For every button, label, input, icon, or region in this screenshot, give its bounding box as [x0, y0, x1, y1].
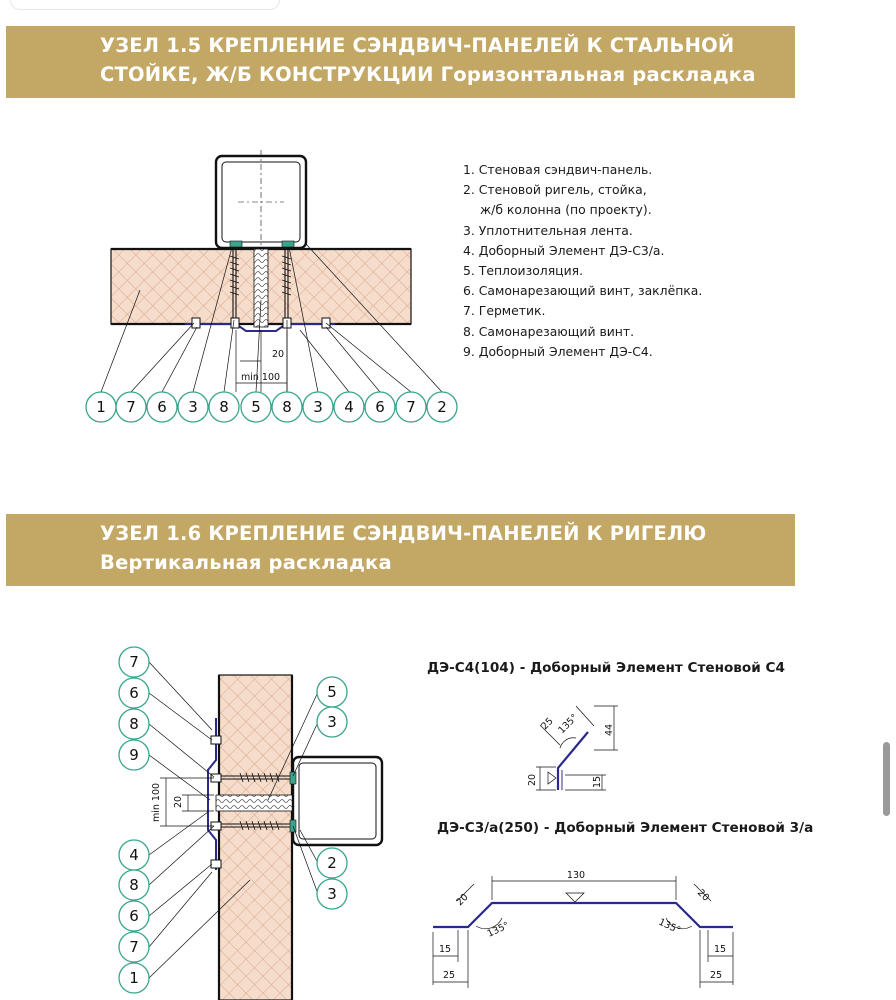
section-title-line-1: УЗЕЛ 1.6 КРЕПЛЕНИЕ СЭНДВИЧ-ПАНЕЛЕЙ К РИГЕЛЮ	[100, 522, 707, 545]
section-title-line-2: СТОЙКЕ, Ж/Б КОНСТРУКЦИИ Горизонтальная раскладка	[100, 63, 756, 86]
svg-text:8: 8	[219, 398, 229, 416]
dim-min-100: min 100	[241, 372, 281, 383]
callout-bubble	[241, 392, 271, 422]
svg-text:6: 6	[375, 398, 385, 416]
profile-c3a-title: ДЭ-С3/а(250) - Доборный Элемент Стеновой 3/а	[437, 820, 814, 836]
dim-20: 20	[454, 891, 471, 909]
legend-item: 2. Стеновой ригель, стойка,	[463, 182, 647, 198]
dim-44: 44	[604, 723, 615, 736]
svg-text:7: 7	[126, 398, 136, 416]
legend-item: 4. Доборный Элемент ДЭ-С3/а.	[463, 242, 665, 258]
svg-text:9: 9	[129, 746, 139, 764]
callout-bubble	[303, 392, 333, 422]
callout-bubble	[317, 879, 347, 909]
svg-text:1: 1	[96, 398, 106, 416]
svg-text:4: 4	[129, 846, 139, 864]
legend-item: 6. Самонарезающий винт, заклёпка.	[463, 283, 703, 299]
dim-25: 25	[710, 970, 723, 981]
callout-bubble	[272, 392, 302, 422]
svg-text:7: 7	[129, 653, 139, 671]
callout-bubble	[119, 678, 149, 708]
svg-text:8: 8	[282, 398, 292, 416]
svg-text:4: 4	[344, 398, 354, 416]
dim-20: 20	[694, 887, 712, 904]
callout-bubble	[119, 932, 149, 962]
svg-text:8: 8	[129, 715, 139, 733]
callout-bubble	[119, 840, 149, 870]
callout-column-left	[119, 647, 149, 993]
legend-item: 9. Доборный Элемент ДЭ-С4.	[463, 343, 653, 359]
callout-bubble	[119, 740, 149, 770]
svg-text:7: 7	[406, 398, 416, 416]
callout-bubble	[119, 870, 149, 900]
dim-20: 20	[527, 773, 538, 786]
dim-130: 130	[566, 870, 586, 881]
svg-text:1: 1	[129, 969, 139, 987]
dim-25: 25	[443, 970, 456, 981]
callout-bubble	[334, 392, 364, 422]
callout-bubble	[209, 392, 239, 422]
svg-text:3: 3	[327, 885, 337, 903]
legend-item: 5. Теплоизоляция.	[463, 263, 584, 279]
dim-135-deg: 135°	[656, 916, 683, 937]
callout-bubble	[116, 392, 146, 422]
callout-bubble	[317, 848, 347, 878]
legend-item: ж/б колонна (по проекту).	[480, 202, 652, 218]
callout-bubble	[365, 392, 395, 422]
legend-item: 8. Самонарезающий винт.	[463, 323, 635, 339]
legend-item: 7. Герметик.	[463, 303, 546, 319]
dim-135-deg: 135°	[556, 712, 581, 737]
profile-c3a-drawing	[433, 870, 733, 988]
callout-bubble	[147, 392, 177, 422]
section-title-line-2: Вертикальная раскладка	[100, 551, 392, 574]
dim-25: 25	[539, 715, 556, 733]
callout-bubble	[119, 647, 149, 677]
dim-135-deg: 135°	[485, 920, 512, 940]
callout-bubble	[119, 963, 149, 993]
legend-item: 3. Уплотнительная лента.	[463, 222, 633, 238]
svg-text:6: 6	[157, 398, 167, 416]
svg-text:2: 2	[327, 854, 337, 872]
section-title-line-1: УЗЕЛ 1.5 КРЕПЛЕНИЕ СЭНДВИЧ-ПАНЕЛЕЙ К СТАЛЬНОЙ	[100, 34, 735, 57]
dim-15: 15	[714, 944, 727, 955]
callout-bubble	[317, 707, 347, 737]
profile-c4-title: ДЭ-С4(104) - Доборный Элемент Стеновой С4	[427, 660, 785, 676]
svg-text:6: 6	[129, 907, 139, 925]
svg-text:5: 5	[251, 398, 261, 416]
svg-text:8: 8	[129, 876, 139, 894]
svg-text:3: 3	[188, 398, 198, 416]
svg-text:2: 2	[437, 398, 447, 416]
callout-bubble	[396, 392, 426, 422]
dim-gap-20: 20	[272, 349, 285, 360]
callout-bubble	[86, 392, 116, 422]
callout-bubble	[427, 392, 457, 422]
legend-item: 1. Стеновая сэндвич-панель.	[463, 162, 653, 177]
callout-bubble	[119, 901, 149, 931]
svg-text:3: 3	[313, 398, 323, 416]
dim-gap-20: 20	[173, 795, 184, 808]
svg-text:5: 5	[327, 683, 337, 701]
svg-text:6: 6	[129, 684, 139, 702]
node-1-5-drawing	[86, 150, 457, 422]
callout-row-1-5	[86, 392, 457, 422]
dim-min-100: min 100	[151, 782, 162, 822]
callout-bubble	[178, 392, 208, 422]
profile-c4-drawing	[527, 706, 618, 790]
dim-15: 15	[592, 775, 603, 788]
svg-text:3: 3	[327, 713, 337, 731]
node-1-6-drawing	[119, 647, 382, 1000]
scrollbar-thumb[interactable]	[883, 742, 890, 816]
callout-bubble	[119, 709, 149, 739]
callout-bubble	[317, 677, 347, 707]
dim-15: 15	[439, 944, 452, 955]
svg-text:7: 7	[129, 938, 139, 956]
